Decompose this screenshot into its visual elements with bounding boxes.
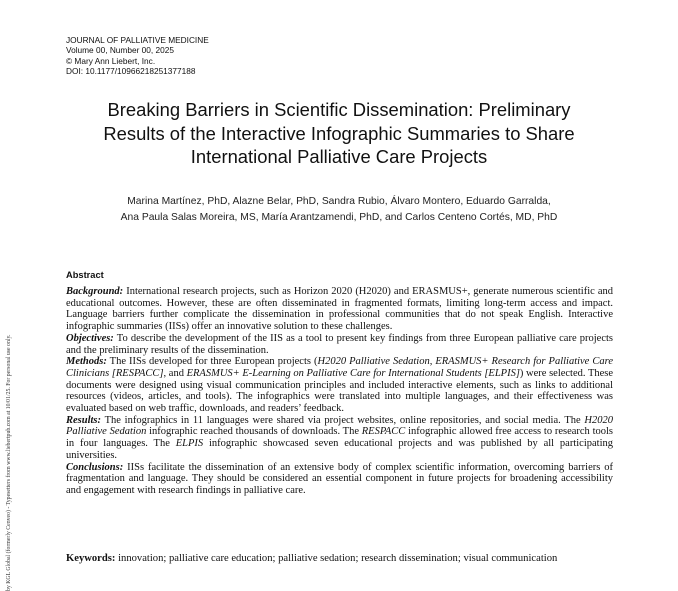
results-italic-1: H2020 Palliative Sedation xyxy=(66,414,613,438)
title-line-3: International Palliative Care Projects xyxy=(190,146,488,167)
abstract-heading: Abstract xyxy=(66,270,104,280)
abstract-results xyxy=(66,415,613,462)
results-text-1: The infographics in 11 languages were shared via project websites, online repositories, and social media. The xyxy=(101,414,585,426)
methods-text-3: ) were selected. These documents were designed using visual communication principles and included interactive elements, such as links to additional resources (videos, articles, and tools). The infographics were translated into multiple languages, and their effectiveness was evaluated based on web traffic, downloads, and readers’ feedback. xyxy=(66,367,614,415)
methods-text-1: The IISs developed for three European projects ( xyxy=(106,356,318,368)
abstract-objectives xyxy=(66,333,613,356)
journal-volume: Volume 00, Number 00, 2025 xyxy=(66,45,174,56)
objectives-label: Objectives: xyxy=(66,332,114,344)
methods-text-2: , and xyxy=(163,367,187,379)
methods-projects-italic-1: H2020 Palliative Sedation, ERASMUS+ Research for Palliative Care Clinicians [RESPACC] xyxy=(66,356,613,379)
authors-line-1: Marina Martínez, PhD, Alazne Belar, PhD, Sandra Rubio, Álvaro Montero, Eduardo Garralda, xyxy=(127,196,551,207)
results-text-3: infographic allowed free access to research tools in four languages. The xyxy=(66,426,613,450)
side-note-text: by KGL Global (formerly Cenveo) - Typesetters from www.liebertpub.com at 10/01/25. For personal use only. xyxy=(6,334,12,591)
methods-projects-italic-2: ERASMUS+ E-Learning on Palliative Care for International Students [ELPIS] xyxy=(186,367,520,379)
conclusions-text: IISs facilitate the dissemination of an extensive body of complex scientific information, overcoming barriers of fragmentation and language. They should be considered an essential component in future projects for broadening accessibility and engagement with research findings in palliative care. xyxy=(66,461,613,496)
copyright-line: © Mary Ann Liebert, Inc. xyxy=(66,55,156,66)
keywords-line xyxy=(66,552,626,565)
results-text-2: infographic reached thousands of downloads. The xyxy=(146,426,362,438)
results-italic-3: ELPIS xyxy=(175,438,204,450)
objectives-text: To describe the development of the IIS as a tool to present key findings from three European palliative care projects and the preliminary results of the dissemination. xyxy=(66,332,613,356)
results-label: Results: xyxy=(66,414,102,426)
download-side-note xyxy=(5,248,15,591)
abstract-body xyxy=(66,286,613,497)
title-line-2: Results of the Interactive Infographic Summaries to Share xyxy=(103,122,575,144)
abstract-background xyxy=(66,286,613,333)
title-line-1: Breaking Barriers in Scientific Dissemination: Preliminary xyxy=(107,99,571,120)
doi-line[interactable]: DOI: 10.1177/10966218251377188 xyxy=(66,66,196,77)
background-label: Background: xyxy=(66,286,124,297)
background-text: International research projects, such as Horizon 2020 (H2020) and ERASMUS+, generate numerous scientific and educational outcomes. However, these are often disseminated in fragmented formats, limiting long-term access and impact. Language barriers further complicate the dissemination in professional communities that do not speak English. Interactive infographic summaries (IISs) offer an innovative solution to these challenges. xyxy=(66,286,613,333)
abstract-conclusions xyxy=(66,462,613,497)
keywords-label: Keywords: xyxy=(66,553,116,564)
journal-header xyxy=(66,35,209,77)
results-italic-2: RESPACC xyxy=(361,426,406,438)
paper-title xyxy=(40,98,638,169)
author-list xyxy=(40,194,638,226)
methods-label: Methods: xyxy=(66,356,107,368)
results-text-4: infographic showcased seven educational projects and was published by all participating universities. xyxy=(66,438,613,461)
conclusions-label: Conclusions: xyxy=(66,461,124,473)
journal-name: JOURNAL OF PALLIATIVE MEDICINE xyxy=(66,35,209,45)
authors-line-2: Ana Paula Salas Moreira, MS, María Arantzamendi, PhD, and Carlos Centeno Cortés, MD, PhD xyxy=(120,212,558,223)
abstract-methods xyxy=(66,356,613,415)
keywords-text: innovation; palliative care education; palliative sedation; research dissemination; visual communication xyxy=(115,553,558,564)
